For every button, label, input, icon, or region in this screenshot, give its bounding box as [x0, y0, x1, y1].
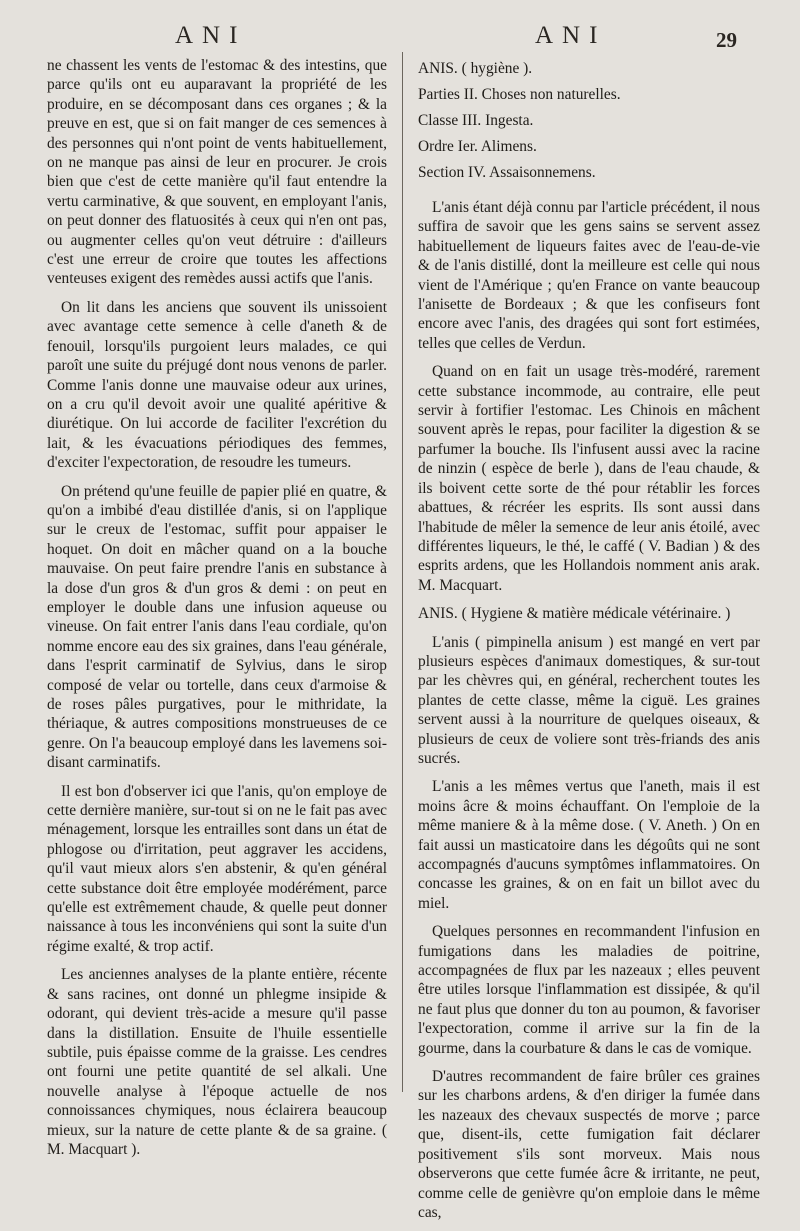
page-number: 29 [716, 28, 737, 52]
running-head-left: ANI [175, 22, 247, 49]
column-divider [402, 52, 403, 1092]
paragraph: D'autres recommandent de faire brûler ces graines sur les charbons ardens, & d'en diriger la fumée dans les nazeaux des chevaux suspectés de morve ; parce que, disent-ils, cette fumigation fait déclarer positivement s'ils sont morveux. Mais nous observerons que cette fumée âcre & irritante, ne peut, comme celle de genièvre qu'on emploie dans le même cas, [418, 1068, 760, 1221]
paragraph: Quelques personnes en recommandent l'infusion en fumigations dans les maladies de poitrine, accompagnées de flux par les nazeaux ; elles peuvent être utiles lorsque l'inflammation est dissipée, & qu'il ne faut plus que donner du ton au poumon, & favoriser l'expectoration, comme il arrive sur la fin de la gourme, dans la courbature & dans le cas de vomique. [418, 923, 760, 1057]
paragraph: L'anis étant déjà connu par l'article précédent, il nous suffira de savoir que les gens sains se servent assez habituellement de liqueurs faites avec de l'eau-de-vie & de l'anis distillé, dont la meilleure est celle qui nous vient de l'Amérique ; qu'en France on vante beaucoup l'anisette de Bordeaux ; & que les confiseurs font encore avec l'anis, des dragées qui sont fort estimées, telles que celles de Verdun. [418, 199, 760, 352]
entry-classification: Ordre Ier. Alimens. [418, 138, 537, 155]
entry-heading: ANIS. ( hygiène ). [418, 60, 533, 77]
entry-classification: Classe III. Ingesta. [418, 112, 534, 129]
paragraph: On lit dans les anciens que souvent ils unissoient avec avantage cette semence à celle d'aneth & de fenouil, lorsqu'ils purgoient leurs malades, ce qui paroît une suite du préjugé dont nous venons de parler. Comme l'anis donne une mauvaise odeur aux urines, on a cru qu'il devoit avoir une qualité apéritive & diurétique. On lui accorde de faciliter l'excrétion du lait, & les évacuations périodiques des femmes, d'exciter l'expectoration, de resoudre les tumeurs. [47, 298, 387, 472]
paragraph: Les anciennes analyses de la plante entière, récente & sans racines, ont donné un phlegme insipide & odorant, qui devient très-acide a mesure qu'il passe dans la distillation. Ensuite de l'huile essentielle subtile, puis épaisse comme de la graisse. Les cendres ont fourni une petite quantité de sel alkali. Une nouvelle analyse à l'époque actuelle de nos connoissances chymiques, nous éclairera beaucoup mieux, sur la nature de cette plante & de sa graine. ( M. Macquart ). [47, 966, 387, 1158]
paragraph: L'anis a les mêmes vertus que l'aneth, mais il est moins âcre & moins échauffant. On l'emploie de la même maniere & à la même dose. ( V. Aneth. ) On en fait aussi un masticatoire dans les dégoûts qui ne sont accompagnés d'aucuns symptômes inflammatoires. On concasse les graines, & on en fait un billot avec du miel. [418, 778, 760, 912]
right-column [418, 56, 760, 1231]
entry-classification: Parties II. Choses non naturelles. [418, 86, 621, 103]
entry-classification: Section IV. Assaisonnemens. [418, 164, 596, 181]
paragraph: ne chassent les vents de l'estomac & des intestins, que parce qu'ils ont eu auparavant la propriété de les produire, en se décomposant dans ces organes ; & la preuve en est, que si on fait manger de ces semences à des personnes qui n'ont point de vents habituellement, on ne manque pas ainsi de leur en procurer. Je crois bien que c'est de cette manière qu'il faut entendre la vertu carminative, & que souvent, en employant l'anis, on peut donner des flatuosités à ceux qui n'en ont pas, ou augmenter celles qu'on veut détruire : d'ailleurs c'est une erreur de croire que toutes les affections venteuses exigent des remèdes aussi actifs que l'anis. [47, 57, 387, 288]
paragraph: L'anis ( pimpinella anisum ) est mangé en vert par plusieurs espèces d'animaux domestiques, & sur-tout par les chèvres qui, en général, recherchent toutes les plantes de cette classe, même la ciguë. Les graines servent aussi à la nourriture de quelques oiseaux, & plusieurs de ceux de voliere sont très-friands des anis sucrés. [418, 633, 760, 767]
paragraph: Quand on en fait un usage très-modéré, rarement cette substance incommode, au contraire, elle peut servir à fortifier l'estomac. Les Chinois en mâchent souvent après le repas, pour faciliter la digestion & se parfumer la bouche. Ils l'infusent aussi avec la racine de ninzin ( espèce de berle ), dans de l'eau chaude, & ils boivent cette sorte de thé pour rétablir les forces abattues, & récréer les esprits. Ils sont aussi dans l'habitude de mêler la semence de leur anis étoilé, avec différentes liqueurs, le thé, le caffé ( V. Badian ) & des esprits ardens, que les Hollandois nomment anis arak. M. Macquart. [418, 363, 760, 594]
paragraph: On prétend qu'une feuille de papier plié en quatre, & qu'on a imbibé d'eau distillée d'anis, si on l'applique sur le creux de l'estomac, suffit pour appaiser le hoquet. On doit en mâcher quand on a la bouche mauvaise. On peut faire prendre l'anis en substance à la dose d'un gros & d'un gros & demi : on peut en employer le double dans une infusion aqueuse ou vineuse. On fait entrer l'anis dans l'eau cordiale, qu'on nomme encore eau des six graines, dans l'eau générale, dans l'esprit carminatif de Sylvius, dans le sirop composé de velar ou tortelle, dans ceux d'armoise & de roses pâles purgatives, pour le mithridate, la thériaque, & autres compositions monstrueuses de ce genre. On l'a beaucoup employé dans les lavemens soi-disant carminatifs. [47, 482, 387, 772]
running-head-right: ANI [535, 22, 607, 49]
entry-heading: ANIS. ( Hygiene & matière médicale vétérinaire. ) [418, 605, 731, 623]
left-column [47, 56, 387, 1168]
paragraph: Il est bon d'observer ici que l'anis, qu'on employe de cette dernière manière, sur-tout si on ne le fait pas avec ménagement, lorsque les entrailles sont dans un état de phlogose ou d'irritation, peut aggraver les accidens, qu'il vaut mieux alors s'en abstenir, & qu'en général cette substance doit être employée modérément, parce qu'elle est extrêmement chaude, & quelle peut donner naissance à tous les inconvéniens qui sont la suite d'un régime exalté, & trop actif. [47, 782, 387, 955]
